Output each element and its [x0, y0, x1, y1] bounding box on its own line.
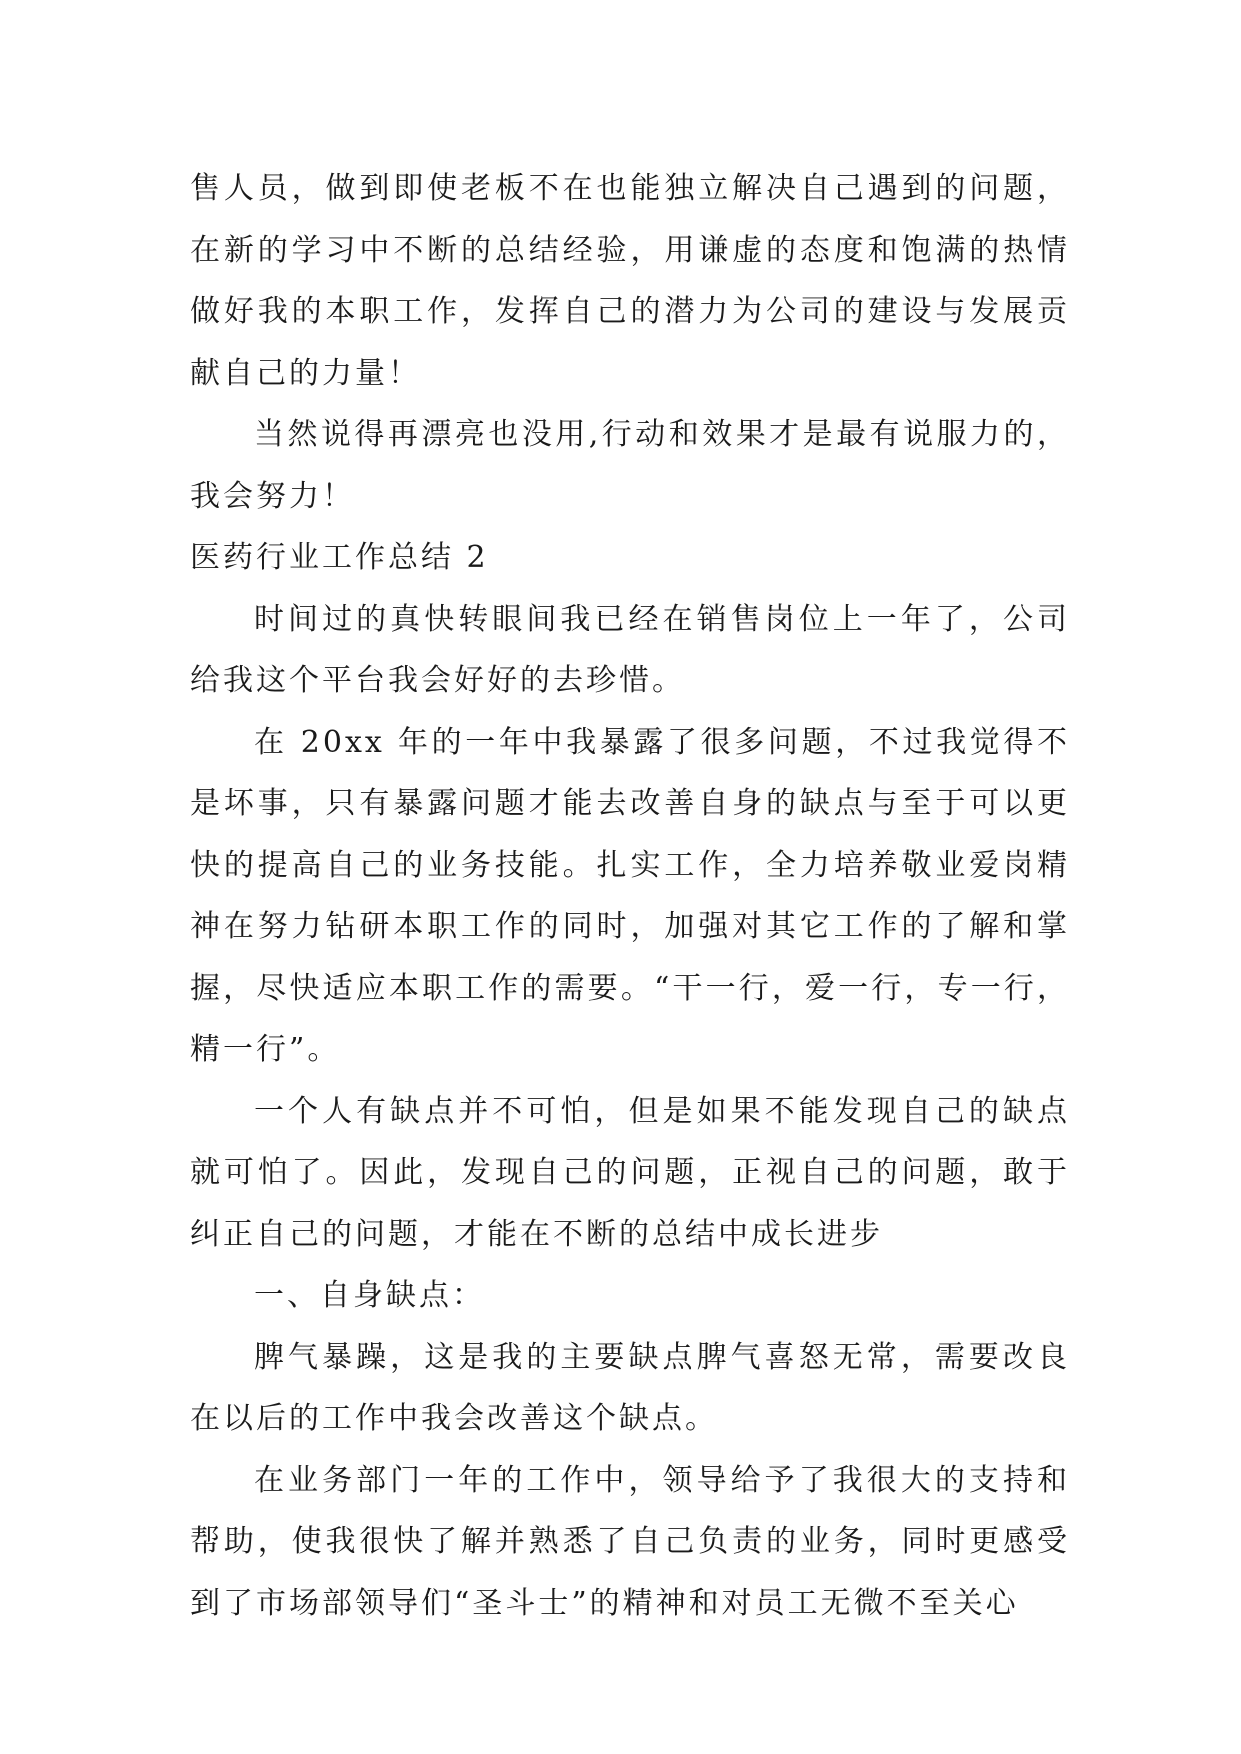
paragraph-intro: 时间过的真快转眼间我已经在销售岗位上一年了，公司给我这个平台我会好好的去珍惜。	[190, 601, 1070, 698]
paragraph-temper: 脾气暴躁，这是我的主要缺点脾气喜怒无常，需要改良在以后的工作中我会改善这个缺点。	[190, 1339, 1070, 1436]
paragraph-support: 在业务部门一年的工作中，领导给予了我很大的支持和帮助，使我很快了解并熟悉了自己负责的业务，同时更感受到了市场部领导们“圣斗士”的精神和对员工无微不至关心	[190, 1462, 1070, 1621]
subheading-own-shortcomings: 一、自身缺点：	[254, 1278, 485, 1313]
paragraph-commitment: 当然说得再漂亮也没用,行动和效果才是最有说服力的，我会努力！	[190, 417, 1070, 514]
document-body	[190, 158, 1070, 1634]
section-heading: 医药行业工作总结 2	[190, 540, 489, 575]
paragraph-problems: 在 20xx 年的一年中我暴露了很多问题，不过我觉得不是坏事，只有暴露问题才能去改善自身的缺点与至于可以更快的提高自己的业务技能。扎实工作，全力培养敬业爱岗精神在努力钻研本职工作的同时，加强对其它工作的了解和掌握，尽快适应本职工作的需要。“干一行，爱一行，专一行，精一行”。	[190, 724, 1070, 1067]
paragraph-continued: 售人员，做到即使老板不在也能独立解决自己遇到的问题，在新的学习中不断的总结经验，用谦虚的态度和饱满的热情做好我的本职工作，发挥自己的潜力为公司的建设与发展贡献自己的力量！	[190, 171, 1070, 391]
paragraph-shortcomings: 一个人有缺点并不可怕，但是如果不能发现自己的缺点就可怕了。因此，发现自己的问题，正视自己的问题，敢于纠正自己的问题，才能在不断的总结中成长进步	[190, 1093, 1070, 1252]
